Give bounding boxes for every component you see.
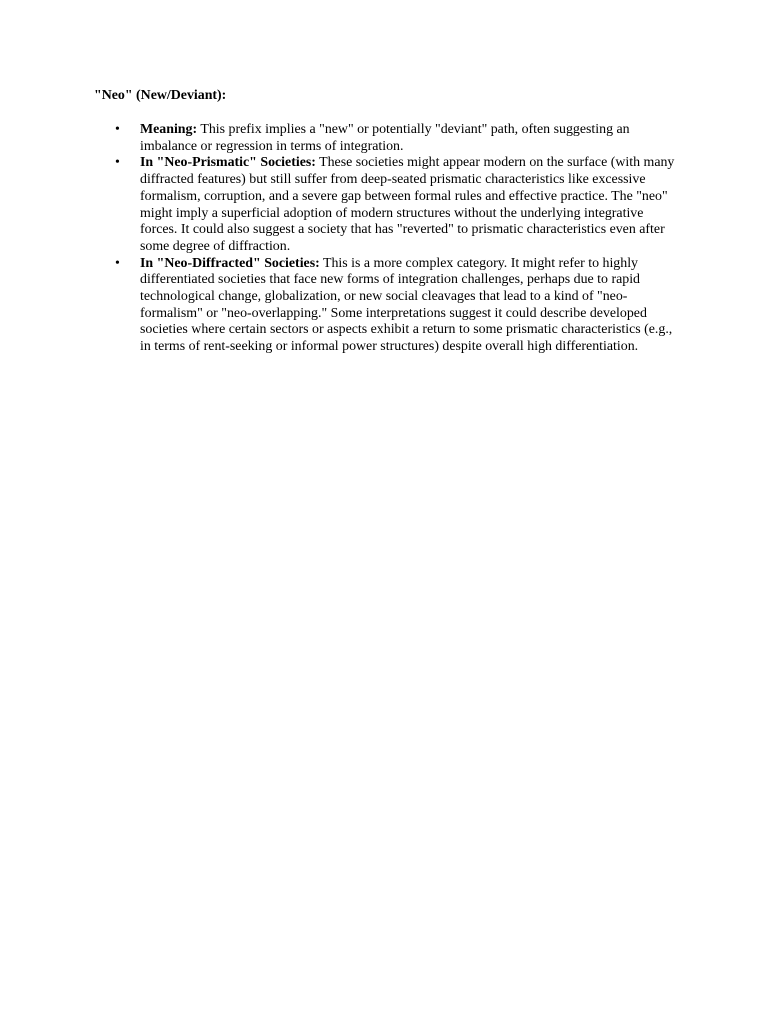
term-description: This is a more complex category. It might refer to highly differentiated societies that face new forms of integration challenges, perhaps due to rapid technological change, globalization, or new social cleavages that lead to a kind of "neo-formalism" or "neo-overlapping." Some interpretations suggest it could describe developed societies where certain sectors or aspects exhibit a return to some prismatic characteristics (e.g., in terms of rent-seeking or informal power structures) despite overall high differentiation. xyxy=(140,255,673,355)
bullet-icon: • xyxy=(115,155,120,171)
definition-list xyxy=(94,122,684,356)
term-description: These societies might appear modern on the surface (with many diffracted features) but still suffer from deep-seated prismatic characteristics like excessive formalism, corruption, and a severe gap between formal rules and effective practice. The "neo" might imply a superficial adoption of modern structures without the underlying integrative forces. It could also suggest a society that has "reverted" to prismatic characteristics even after some degree of diffraction. xyxy=(140,155,675,254)
section-heading: "Neo" (New/Deviant): xyxy=(94,88,227,103)
bullet-icon: • xyxy=(115,255,120,271)
list-item-neo-diffracted xyxy=(94,256,684,356)
term-description: This prefix implies a "new" or potentially "deviant" path, often suggesting an imbalance or regression in terms of integration. xyxy=(140,122,630,154)
term-label: In "Neo-Diffracted" Societies: xyxy=(140,255,320,271)
list-item-neo-prismatic xyxy=(94,155,684,255)
term-label: Meaning: xyxy=(140,122,198,137)
list-item-meaning xyxy=(94,122,684,155)
term-label: In "Neo-Prismatic" Societies: xyxy=(140,155,316,171)
bullet-icon: • xyxy=(115,122,120,137)
